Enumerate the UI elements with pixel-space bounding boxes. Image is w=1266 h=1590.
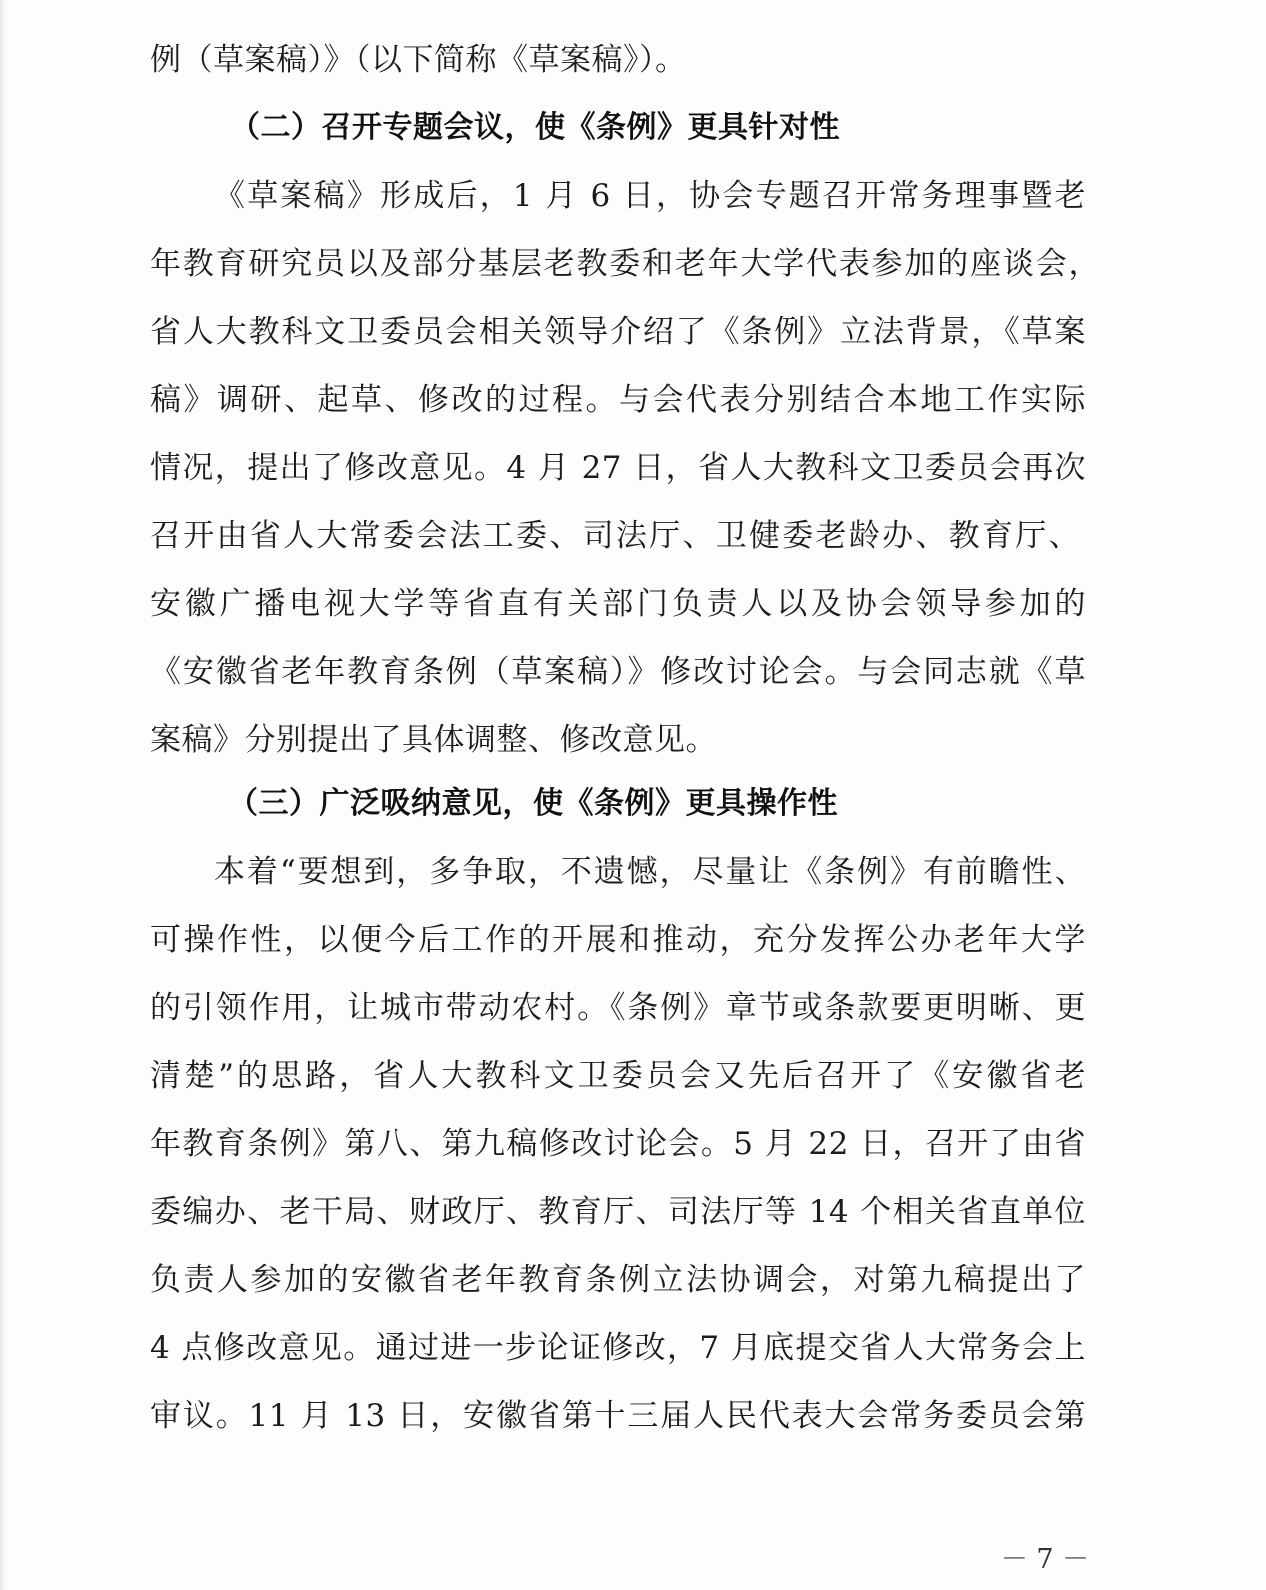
- page-number: － 7 －: [1000, 1544, 1090, 1575]
- paragraph-line: 清楚”的思路，省人大教科文卫委员会又先后召开了《安徽省老: [150, 1058, 1086, 1094]
- paragraph-line: 《安徽省老年教育条例（草案稿）》修改讨论会。与会同志就《草: [150, 654, 1086, 690]
- paragraph-line: 稿》调研、起草、修改的过程。与会代表分别结合本地工作实际: [150, 382, 1086, 418]
- paragraph-line: 省人大教科文卫委员会相关领导介绍了《条例》立法背景，《草案: [150, 314, 1086, 350]
- paragraph-line: 召开由省人大常委会法工委、司法厅、卫健委老龄办、教育厅、: [150, 518, 1080, 554]
- paragraph-line: 本着“要想到，多争取，不遗憾，尽量让《条例》有前瞻性、: [214, 854, 1086, 890]
- section-heading-2: （二）召开专题会议，使《条例》更具针对性: [230, 110, 840, 145]
- paragraph-line: 审议。11 月 13 日，安徽省第十三届人民代表大会常务委员会第: [150, 1398, 1086, 1434]
- section-heading-3: （三）广泛吸纳意见，使《条例》更具操作性: [228, 786, 838, 821]
- paragraph-line: 年教育条例》第八、第九稿修改讨论会。5 月 22 日，召开了由省: [150, 1126, 1086, 1162]
- paragraph-line: 4 点修改意见。通过进一步论证修改，7 月底提交省人大常务会上: [150, 1330, 1086, 1366]
- paragraph-line: 可操作性，以便今后工作的开展和推动，充分发挥公办老年大学: [150, 922, 1086, 958]
- paragraph-line: 负责人参加的安徽省老年教育条例立法协调会，对第九稿提出了: [150, 1262, 1086, 1298]
- text-line-continuation: 例（草案稿）》（以下简称《草案稿》）。: [150, 42, 687, 78]
- paragraph-line: 委编办、老干局、财政厅、教育厅、司法厅等 14 个相关省直单位: [150, 1194, 1086, 1230]
- paragraph-line: 年教育研究员以及部分基层老教委和老年大学代表参加的座谈会，: [150, 246, 1100, 282]
- scan-edge-shadow: [0, 0, 6, 1590]
- paragraph-line: 《草案稿》形成后，1 月 6 日，协会专题召开常务理事暨老: [214, 178, 1086, 214]
- paragraph-line: 的引领作用，让城市带动农村。《条例》章节或条款要更明晰、更: [150, 990, 1086, 1026]
- paragraph-line-last: 案稿》分别提出了具体调整、修改意见。: [150, 722, 717, 758]
- paragraph-line: 安徽广播电视大学等省直有关部门负责人以及协会领导参加的: [150, 586, 1086, 622]
- paragraph-line: 情况，提出了修改意见。4 月 27 日，省人大教科文卫委员会再次: [150, 450, 1086, 486]
